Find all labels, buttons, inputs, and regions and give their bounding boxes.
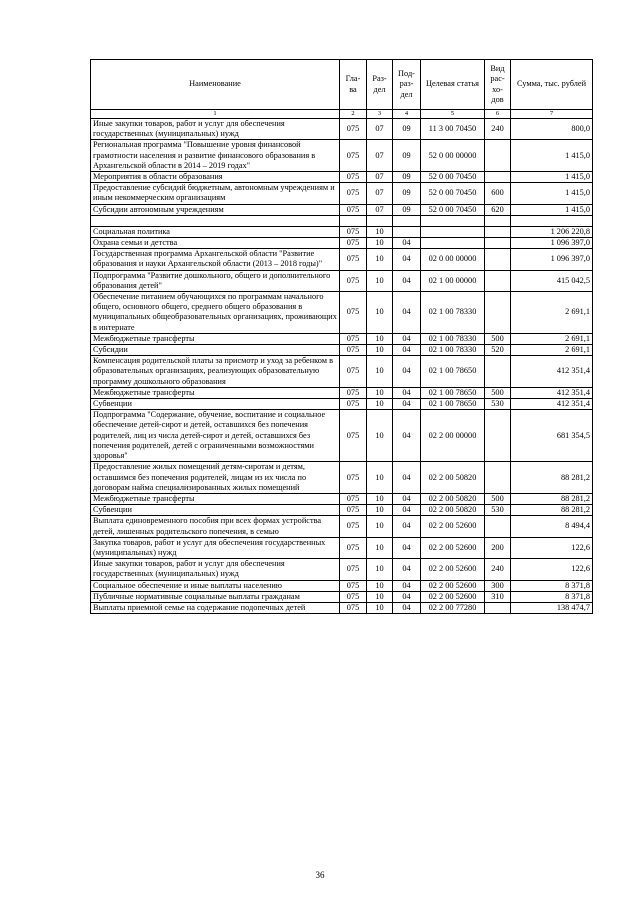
row-name-cell: Подпрограмма "Развитие дошкольного, общего и дополнительного образования детей" — [91, 270, 340, 291]
column-number: 3 — [367, 110, 393, 119]
row-podrazdel-cell: 04 — [393, 591, 421, 602]
row-target-cell: 02 2 00 52600 — [421, 516, 485, 537]
row-sum-cell: 681 354,5 — [511, 410, 593, 462]
row-podrazdel-cell: 09 — [393, 119, 421, 140]
row-name-cell: Социальная политика — [91, 226, 340, 237]
column-number: 1 — [91, 110, 340, 119]
row-vid-cell: 240 — [485, 559, 511, 580]
row-podrazdel-cell: 04 — [393, 399, 421, 410]
row-sum-cell: 8 371,8 — [511, 591, 593, 602]
row-name-cell: Предоставление жилых помещений детям-сиротам и детям, оставшимся без попечения родителей, лицам из их числа по договорам найма специализированных жилых помещений — [91, 462, 340, 494]
row-name-cell: Иные закупки товаров, работ и услуг для обеспечения государственных (муниципальных) нужд — [91, 119, 340, 140]
empty-cell — [340, 215, 367, 226]
row-name-cell: Межбюджетные трансферты — [91, 493, 340, 504]
row-target-cell: 02 2 00 52600 — [421, 559, 485, 580]
row-name-cell: Предоставление субсидий бюджетным, автономным учреждениям и иным некоммерческим организациям — [91, 183, 340, 204]
row-razdel-cell: 10 — [367, 591, 393, 602]
row-target-cell: 52 0 00 00000 — [421, 140, 485, 172]
row-sum-cell: 1 415,0 — [511, 172, 593, 183]
table-row — [91, 410, 593, 462]
row-glava-cell: 075 — [340, 270, 367, 291]
row-razdel-cell: 10 — [367, 356, 393, 388]
row-vid-cell — [485, 270, 511, 291]
table-row — [91, 602, 593, 613]
page-number: 36 — [315, 870, 325, 880]
row-razdel-cell: 10 — [367, 537, 393, 558]
row-vid-cell — [485, 172, 511, 183]
row-target-cell: 02 2 00 50820 — [421, 493, 485, 504]
row-podrazdel-cell: 04 — [393, 537, 421, 558]
table-row — [91, 559, 593, 580]
row-sum-cell: 800,0 — [511, 119, 593, 140]
row-glava-cell: 075 — [340, 591, 367, 602]
row-name-cell: Иные закупки товаров, работ и услуг для обеспечения государственных (муниципальных) нужд — [91, 559, 340, 580]
empty-cell — [367, 215, 393, 226]
row-name-cell: Компенсация родительской платы за присмотр и уход за ребенком в образовательных организациях, реализующих образовательную программу дошкольного образования — [91, 356, 340, 388]
row-podrazdel-cell: 09 — [393, 172, 421, 183]
row-podrazdel-cell: 09 — [393, 183, 421, 204]
table-row — [91, 183, 593, 204]
table-row — [91, 270, 593, 291]
row-razdel-cell: 07 — [367, 140, 393, 172]
row-podrazdel-cell: 04 — [393, 292, 421, 334]
row-razdel-cell: 07 — [367, 183, 393, 204]
header-target: Целевая статья — [421, 60, 485, 110]
row-sum-cell: 1 206 220,8 — [511, 226, 593, 237]
header-razdel: Раз-дел — [367, 60, 393, 110]
row-name-cell: Выплата единовременного пособия при всех формах устройства детей, лишенных родительского попечения, в семью — [91, 516, 340, 537]
row-podrazdel-cell: 04 — [393, 410, 421, 462]
table-row — [91, 204, 593, 215]
row-sum-cell: 1 096 397,0 — [511, 249, 593, 270]
row-razdel-cell: 10 — [367, 399, 393, 410]
row-target-cell: 02 0 00 00000 — [421, 249, 485, 270]
row-name-cell: Региональная программа "Повышение уровня финансовой грамотности населения и развитие финансового образования в Архангельской области в 2014 – 2019 годах" — [91, 140, 340, 172]
row-podrazdel-cell: 09 — [393, 204, 421, 215]
row-sum-cell: 138 474,7 — [511, 602, 593, 613]
table-row — [91, 493, 593, 504]
row-vid-cell — [485, 249, 511, 270]
row-vid-cell: 240 — [485, 119, 511, 140]
row-sum-cell: 8 371,8 — [511, 580, 593, 591]
row-sum-cell: 412 351,4 — [511, 356, 593, 388]
row-razdel-cell: 10 — [367, 410, 393, 462]
table-row — [91, 345, 593, 356]
row-razdel-cell: 10 — [367, 387, 393, 398]
row-podrazdel-cell: 04 — [393, 249, 421, 270]
row-sum-cell: 1 415,0 — [511, 140, 593, 172]
row-podrazdel-cell: 04 — [393, 270, 421, 291]
row-podrazdel-cell: 04 — [393, 580, 421, 591]
row-razdel-cell: 07 — [367, 204, 393, 215]
spacer-row — [91, 215, 593, 226]
table-row — [91, 249, 593, 270]
row-razdel-cell: 10 — [367, 505, 393, 516]
empty-cell — [421, 215, 485, 226]
row-podrazdel-cell: 04 — [393, 559, 421, 580]
row-name-cell: Обеспечение питанием обучающихся по программам начального общего, основного общего, среднего общего образования в муниципальных общеобразовательных организациях, проживающих в интернате — [91, 292, 340, 334]
row-podrazdel-cell: 04 — [393, 602, 421, 613]
row-vid-cell: 530 — [485, 399, 511, 410]
table-row — [91, 356, 593, 388]
row-name-cell: Социальное обеспечение и иные выплаты населению — [91, 580, 340, 591]
table-row — [91, 140, 593, 172]
row-target-cell: 52 0 00 70450 — [421, 204, 485, 215]
row-vid-cell: 600 — [485, 183, 511, 204]
row-glava-cell: 075 — [340, 333, 367, 344]
row-vid-cell: 530 — [485, 505, 511, 516]
row-podrazdel-cell: 04 — [393, 333, 421, 344]
column-number: 5 — [421, 110, 485, 119]
row-name-cell: Межбюджетные трансферты — [91, 333, 340, 344]
row-glava-cell: 075 — [340, 462, 367, 494]
row-sum-cell: 122,6 — [511, 559, 593, 580]
empty-cell — [393, 215, 421, 226]
row-podrazdel-cell: 04 — [393, 505, 421, 516]
row-glava-cell: 075 — [340, 580, 367, 591]
row-glava-cell: 075 — [340, 516, 367, 537]
row-target-cell: 02 2 00 52600 — [421, 591, 485, 602]
row-name-cell: Межбюджетные трансферты — [91, 387, 340, 398]
row-sum-cell: 1 415,0 — [511, 183, 593, 204]
row-target-cell: 02 2 00 50820 — [421, 505, 485, 516]
row-target-cell: 02 1 00 78330 — [421, 292, 485, 334]
table-row — [91, 580, 593, 591]
table-row — [91, 172, 593, 183]
row-podrazdel-cell: 04 — [393, 462, 421, 494]
row-glava-cell: 075 — [340, 505, 367, 516]
table-row — [91, 537, 593, 558]
row-sum-cell: 88 281,2 — [511, 505, 593, 516]
row-target-cell: 02 2 00 52600 — [421, 580, 485, 591]
row-vid-cell: 620 — [485, 204, 511, 215]
row-razdel-cell: 07 — [367, 119, 393, 140]
row-sum-cell: 412 351,4 — [511, 399, 593, 410]
table-row — [91, 333, 593, 344]
row-target-cell: 02 2 00 00000 — [421, 410, 485, 462]
row-target-cell: 02 1 00 78650 — [421, 356, 485, 388]
table-row — [91, 292, 593, 334]
row-sum-cell: 2 691,1 — [511, 333, 593, 344]
row-glava-cell: 075 — [340, 119, 367, 140]
row-name-cell: Мероприятия в области образования — [91, 172, 340, 183]
row-glava-cell: 075 — [340, 345, 367, 356]
document-page — [90, 59, 592, 614]
row-razdel-cell: 10 — [367, 559, 393, 580]
row-vid-cell: 500 — [485, 387, 511, 398]
row-name-cell: Субсидии автономным учреждениям — [91, 204, 340, 215]
row-target-cell — [421, 226, 485, 237]
row-vid-cell: 200 — [485, 537, 511, 558]
row-glava-cell: 075 — [340, 238, 367, 249]
row-target-cell: 52 0 00 70450 — [421, 183, 485, 204]
row-glava-cell: 075 — [340, 399, 367, 410]
header-vid: Вид рас-хо-дов — [485, 60, 511, 110]
row-sum-cell: 1 415,0 — [511, 204, 593, 215]
row-sum-cell: 2 691,1 — [511, 292, 593, 334]
row-name-cell: Закупка товаров, работ и услуг для обеспечения государственных (муниципальных) нужд — [91, 537, 340, 558]
row-target-cell: 02 1 00 78650 — [421, 387, 485, 398]
row-target-cell: 02 1 00 78330 — [421, 333, 485, 344]
row-vid-cell — [485, 140, 511, 172]
row-glava-cell: 075 — [340, 292, 367, 334]
row-razdel-cell: 10 — [367, 516, 393, 537]
row-sum-cell: 88 281,2 — [511, 462, 593, 494]
row-razdel-cell: 10 — [367, 602, 393, 613]
row-razdel-cell: 10 — [367, 333, 393, 344]
empty-cell — [91, 215, 340, 226]
table-row — [91, 238, 593, 249]
row-podrazdel-cell: 04 — [393, 516, 421, 537]
row-target-cell: 11 3 00 70450 — [421, 119, 485, 140]
row-glava-cell: 075 — [340, 410, 367, 462]
row-podrazdel-cell: 04 — [393, 356, 421, 388]
row-target-cell — [421, 238, 485, 249]
row-vid-cell — [485, 226, 511, 237]
header-row — [91, 60, 593, 110]
row-vid-cell — [485, 516, 511, 537]
row-target-cell: 02 1 00 00000 — [421, 270, 485, 291]
row-vid-cell — [485, 410, 511, 462]
row-podrazdel-cell: 04 — [393, 493, 421, 504]
row-glava-cell: 075 — [340, 559, 367, 580]
table-row — [91, 505, 593, 516]
column-number: 4 — [393, 110, 421, 119]
row-glava-cell: 075 — [340, 140, 367, 172]
row-vid-cell: 520 — [485, 345, 511, 356]
row-target-cell: 02 1 00 78650 — [421, 399, 485, 410]
row-vid-cell: 300 — [485, 580, 511, 591]
row-podrazdel-cell: 04 — [393, 345, 421, 356]
row-name-cell: Публичные нормативные социальные выплаты гражданам — [91, 591, 340, 602]
row-razdel-cell: 10 — [367, 345, 393, 356]
row-razdel-cell: 10 — [367, 292, 393, 334]
row-sum-cell: 415 042,5 — [511, 270, 593, 291]
row-razdel-cell: 10 — [367, 270, 393, 291]
row-vid-cell — [485, 602, 511, 613]
row-target-cell: 02 2 00 50820 — [421, 462, 485, 494]
row-glava-cell: 075 — [340, 537, 367, 558]
table-row — [91, 591, 593, 602]
row-razdel-cell: 07 — [367, 172, 393, 183]
row-podrazdel-cell: 04 — [393, 238, 421, 249]
row-glava-cell: 075 — [340, 602, 367, 613]
row-vid-cell — [485, 356, 511, 388]
row-podrazdel-cell: 04 — [393, 387, 421, 398]
row-razdel-cell: 10 — [367, 249, 393, 270]
row-name-cell: Выплаты приемной семье на содержание подопечных детей — [91, 602, 340, 613]
header-name: Наименование — [91, 60, 340, 110]
table-row — [91, 462, 593, 494]
row-name-cell: Подпрограмма "Содержание, обучение, воспитание и социальное обеспечение детей-сирот и детей, оставшихся без попечения родителей, лиц из числа детей-сирот и детей, оставшихся без попечения родителей, детей с ограниченными возможностями здоровья" — [91, 410, 340, 462]
row-razdel-cell: 10 — [367, 462, 393, 494]
column-number-row — [91, 110, 593, 119]
table-row — [91, 119, 593, 140]
row-sum-cell: 2 691,1 — [511, 345, 593, 356]
row-sum-cell: 1 096 397,0 — [511, 238, 593, 249]
row-podrazdel-cell — [393, 226, 421, 237]
empty-cell — [485, 215, 511, 226]
row-target-cell: 52 0 00 70450 — [421, 172, 485, 183]
row-name-cell: Охрана семьи и детства — [91, 238, 340, 249]
row-razdel-cell: 10 — [367, 226, 393, 237]
row-glava-cell: 075 — [340, 249, 367, 270]
row-glava-cell: 075 — [340, 183, 367, 204]
row-sum-cell: 8 494,4 — [511, 516, 593, 537]
row-sum-cell: 88 281,2 — [511, 493, 593, 504]
row-razdel-cell: 10 — [367, 238, 393, 249]
row-glava-cell: 075 — [340, 356, 367, 388]
row-vid-cell: 500 — [485, 333, 511, 344]
budget-table — [90, 59, 593, 614]
row-vid-cell: 500 — [485, 493, 511, 504]
row-razdel-cell: 10 — [367, 580, 393, 591]
row-glava-cell: 075 — [340, 204, 367, 215]
row-glava-cell: 075 — [340, 172, 367, 183]
header-sum: Сумма, тыс. рублей — [511, 60, 593, 110]
header-glava: Гла-ва — [340, 60, 367, 110]
table-row — [91, 399, 593, 410]
column-number: 7 — [511, 110, 593, 119]
header-podrazdel: Под-раз-дел — [393, 60, 421, 110]
column-number: 6 — [485, 110, 511, 119]
row-name-cell: Субсидии — [91, 345, 340, 356]
table-body — [91, 119, 593, 614]
row-sum-cell: 412 351,4 — [511, 387, 593, 398]
row-sum-cell: 122,6 — [511, 537, 593, 558]
row-vid-cell — [485, 462, 511, 494]
row-podrazdel-cell: 09 — [393, 140, 421, 172]
row-glava-cell: 075 — [340, 493, 367, 504]
row-vid-cell — [485, 238, 511, 249]
row-target-cell: 02 2 00 52600 — [421, 537, 485, 558]
row-target-cell: 02 1 00 78330 — [421, 345, 485, 356]
table-row — [91, 226, 593, 237]
row-vid-cell — [485, 292, 511, 334]
table-row — [91, 516, 593, 537]
row-name-cell: Государственная программа Архангельской области "Развитие образования и науки Архангельской области (2013 – 2018 годы)" — [91, 249, 340, 270]
column-number: 2 — [340, 110, 367, 119]
row-name-cell: Субвенции — [91, 399, 340, 410]
row-glava-cell: 075 — [340, 387, 367, 398]
row-glava-cell: 075 — [340, 226, 367, 237]
row-name-cell: Субвенции — [91, 505, 340, 516]
row-target-cell: 02 2 00 77280 — [421, 602, 485, 613]
row-razdel-cell: 10 — [367, 493, 393, 504]
table-row — [91, 387, 593, 398]
empty-cell — [511, 215, 593, 226]
row-vid-cell: 310 — [485, 591, 511, 602]
